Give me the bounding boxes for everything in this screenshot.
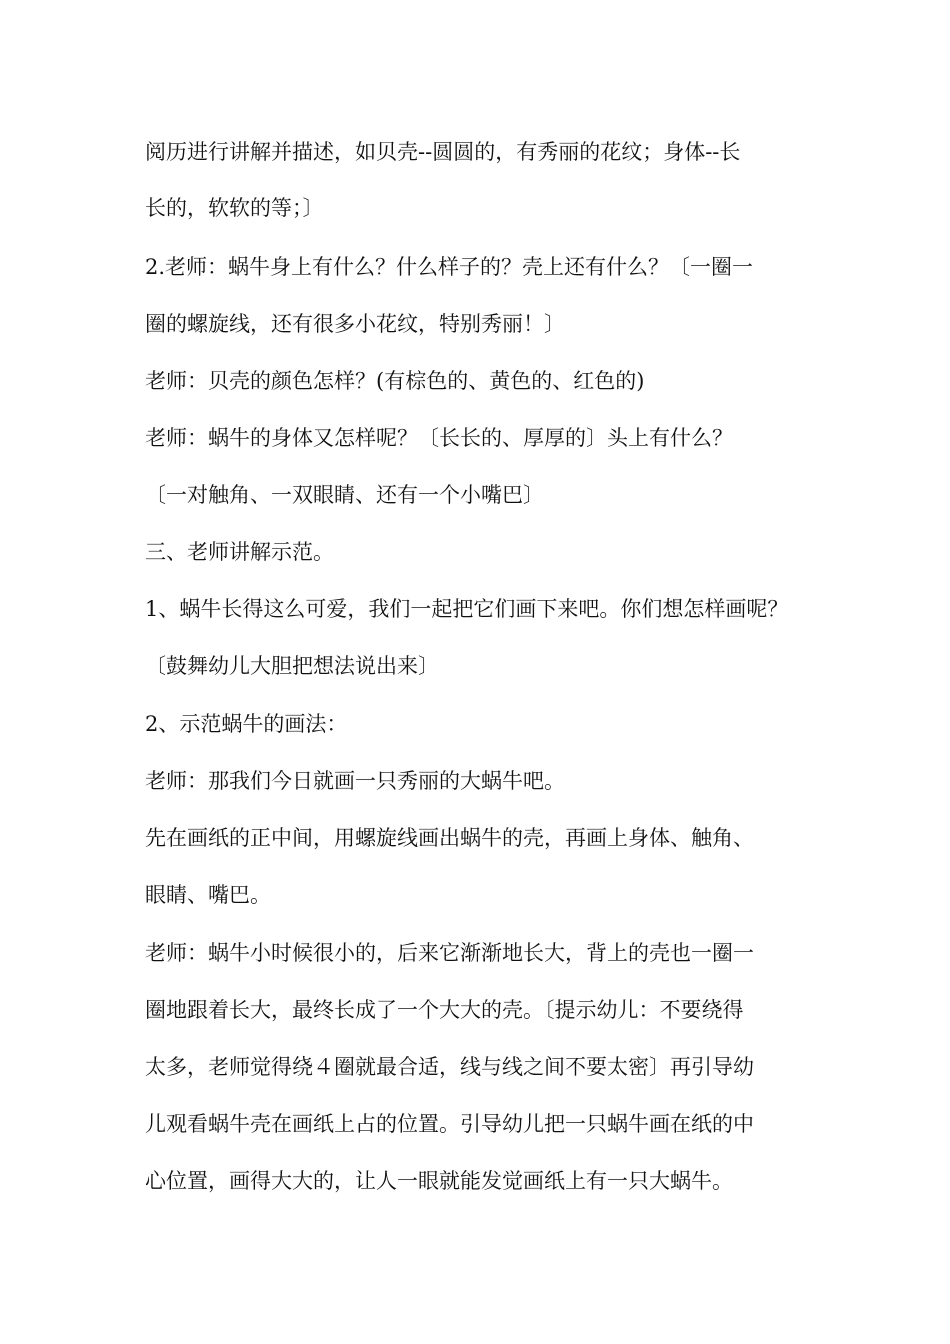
text-line-14: 眼睛、嘴巴。 [145, 883, 271, 907]
text-line-6: 老师：蜗牛的身体又怎样呢？〔长长的、厚厚的〕头上有什么？ [145, 426, 733, 450]
text-line-10: 〔鼓舞幼儿大胆把想法说出来〕 [145, 654, 439, 678]
text-line-1: 阅历进行讲解并描述，如贝壳--圆圆的，有秀丽的花纹；身体--长 [145, 140, 741, 164]
text-line-17: 太多，老师觉得绕４圈就最合适，线与线之间不要太密〕再引导幼 [145, 1055, 754, 1079]
text-line-11: 2、示范蜗牛的画法： [145, 712, 348, 736]
text-line-15: 老师：蜗牛小时候很小的，后来它渐渐地长大，背上的壳也一圈一 [145, 941, 754, 965]
text-line-2: 长的，软软的等；〕 [145, 196, 324, 220]
text-line-13: 先在画纸的正中间，用螺旋线画出蜗牛的壳，再画上身体、触角、 [145, 826, 754, 850]
text-line-7: 〔一对触角、一双眼睛、还有一个小嘴巴〕 [145, 483, 544, 507]
text-line-4: 圈的螺旋线，还有很多小花纹，特别秀丽！〕 [145, 312, 565, 336]
text-line-9: 1、蜗牛长得这么可爱，我们一起把它们画下来吧。你们想怎样画呢？ [145, 597, 789, 621]
section-heading: 三、老师讲解示范。 [145, 540, 334, 564]
text-line-5: 老师：贝壳的颜色怎样？(有棕色的、黄色的、红色的) [145, 369, 645, 393]
text-line-12: 老师：那我们今日就画一只秀丽的大蜗牛吧。 [145, 769, 565, 793]
text-line-18: 儿观看蜗牛壳在画纸上占的位置。引导幼儿把一只蜗牛画在纸的中 [145, 1112, 754, 1136]
text-line-16: 圈地跟着长大，最终长成了一个大大的壳。〔提示幼儿：不要绕得 [145, 998, 744, 1022]
text-line-3: 2.老师：蜗牛身上有什么？什么样子的？壳上还有什么？〔一圈一 [145, 255, 754, 279]
text-line-19: 心位置，画得大大的，让人一眼就能发觉画纸上有一只大蜗牛。 [145, 1169, 733, 1193]
